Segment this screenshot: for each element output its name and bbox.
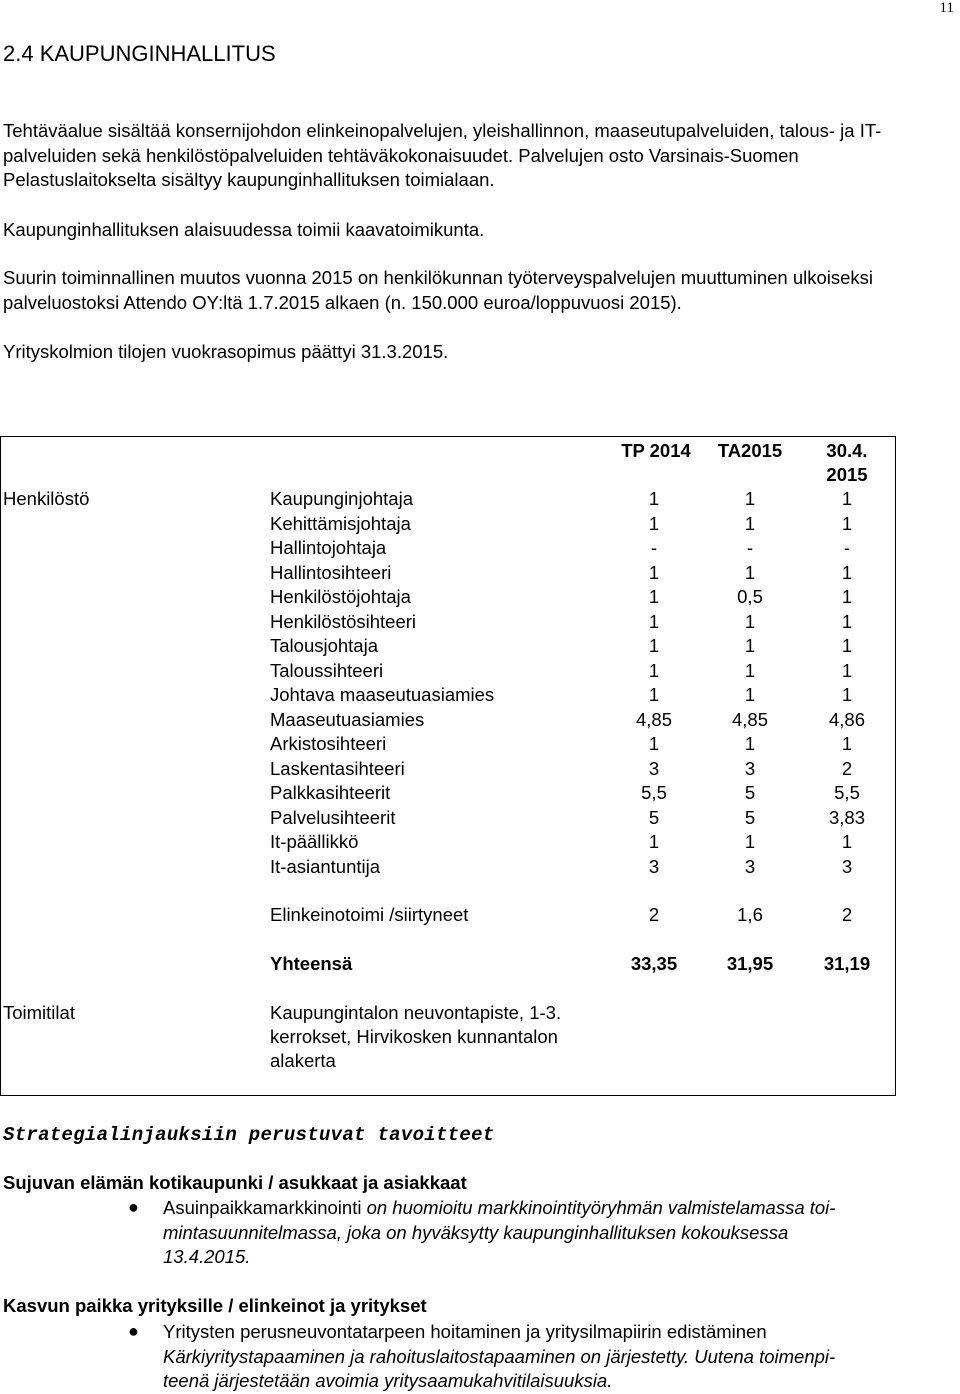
staff-row-current: 1 [841, 610, 853, 632]
henkilosto-label: Henkilöstö [3, 488, 90, 509]
staff-row-current: 1 [841, 684, 853, 705]
section1-bullet-line1: Asuinpaikkamarkkinointi on huomioitu markkinointityöryhmän valmistelamassa toi- [163, 1197, 836, 1218]
staff-row-name: It-päällikkö [270, 831, 359, 852]
section1-bullet-line3: 13.4.2015. [163, 1246, 251, 1267]
staff-row-name: Laskentasihteeri [270, 757, 405, 779]
total-label: Yhteensä [270, 953, 353, 974]
staff-row-tp2014: 5 [648, 806, 660, 828]
staff-row-current: 1 [841, 635, 853, 656]
staff-row-name: Maaseutuasiamies [270, 708, 425, 730]
staff-row-name: Henkilöstöjohtaja [270, 586, 411, 607]
total-tp: 33,35 [630, 953, 678, 974]
staff-row-tp2014: 1 [648, 586, 660, 607]
toimitilat-line-2: kerrokset, Hirvikosken kunnantalon [270, 1026, 558, 1047]
staff-row-name: Palkkasihteerit [270, 782, 391, 803]
staff-row-name: Kaupunginjohtaja [270, 488, 413, 509]
staff-row-tp2014: 5,5 [641, 782, 667, 803]
staff-row-tp2014: 1 [648, 635, 660, 656]
staff-row-current: 3 [841, 855, 853, 877]
staff-row-ta2015: 5 [744, 782, 756, 803]
staff-row-ta2015: 3 [744, 855, 756, 877]
staff-row-current: 5,5 [834, 782, 860, 803]
staff-row-tp2014: 1 [648, 561, 660, 583]
bullet-icon: ● [128, 1321, 139, 1341]
staff-row-ta2015: 0,5 [737, 586, 763, 607]
staff-row-name: Arkistosihteeri [270, 733, 387, 754]
staff-row-ta2015: 1 [744, 561, 756, 583]
staff-row-current: 1 [841, 586, 853, 607]
staff-row-ta2015: 1 [744, 610, 756, 632]
page-number: 11 [939, 0, 954, 16]
section1-title: Sujuvan elämän kotikaupunki / asukkaat ja asiakkaat [3, 1172, 467, 1193]
total-cur: 31,19 [823, 953, 871, 974]
staff-row-name: Palvelusihteerit [270, 806, 396, 828]
staff-row-tp2014: 1 [648, 512, 660, 534]
staff-row-tp2014: 3 [648, 757, 660, 779]
total-ta: 31,95 [726, 953, 774, 974]
staff-row-name: Taloussihteeri [270, 659, 384, 681]
staff-row-tp2014: - [650, 537, 658, 558]
staff-row-name: Hallintosihteeri [270, 561, 392, 583]
col-header-year: 2015 [826, 464, 868, 485]
staff-row-ta2015: 1 [744, 635, 756, 656]
staff-row-name: Kehittämisjohtaja [270, 512, 411, 534]
section1-bullet-line2: mintasuunnitelmassa, joka on hyväksytty kaupunginhallituksen kokouksessa [163, 1222, 789, 1243]
staff-row-current: 3,83 [828, 806, 865, 828]
staff-row-name: It-asiantuntija [270, 855, 381, 877]
staff-row-ta2015: 4,85 [731, 708, 768, 730]
staff-row-ta2015: 5 [744, 806, 756, 828]
paragraph-committee: Kaupunginhallituksen alaisuudessa toimii kaavatoimikunta. [3, 219, 485, 240]
staff-row-ta2015: - [746, 537, 754, 558]
staff-row-ta2015: 1 [744, 512, 756, 534]
elinkeino-cur: 2 [841, 904, 853, 925]
staff-row-tp2014: 4,85 [635, 708, 672, 730]
staff-row-ta2015: 1 [744, 488, 756, 509]
staff-row-tp2014: 1 [648, 488, 660, 509]
col-header-tp2014: TP 2014 [621, 440, 691, 461]
staff-row-name: Henkilöstösihteeri [270, 610, 417, 632]
staff-row-tp2014: 3 [648, 855, 660, 877]
staff-row-current: 4,86 [828, 708, 865, 730]
staff-row-tp2014: 1 [648, 610, 660, 632]
staff-row-ta2015: 1 [744, 659, 756, 681]
staff-row-current: 1 [841, 733, 853, 754]
toimitilat-line-1: Kaupungintalon neuvontapiste, 1-3. [270, 1002, 562, 1023]
staff-row-current: 1 [841, 659, 853, 681]
paragraph-lease: Yrityskolmion tilojen vuokrasopimus päättyi 31.3.2015. [3, 341, 449, 362]
staff-row-tp2014: 1 [648, 684, 660, 705]
staff-row-current: 2 [841, 757, 853, 779]
elinkeino-name: Elinkeinotoimi /siirtyneet [270, 904, 469, 925]
section2-bullet-line2: Kärkiyritystapaaminen ja rahoituslaitostapaaminen on järjestetty. Uutena toimenpi- [163, 1346, 836, 1367]
staff-row-tp2014: 1 [648, 733, 660, 754]
staff-row-ta2015: 1 [744, 733, 756, 754]
staff-row-ta2015: 3 [744, 757, 756, 779]
staff-row-current: 1 [841, 512, 853, 534]
staff-row-name: Hallintojohtaja [270, 537, 387, 558]
staff-row-tp2014: 1 [648, 659, 660, 681]
staff-row-current: 1 [841, 561, 853, 583]
section2-bullet-line3: teenä järjestetään avoimia yritysaamukahvitilaisuuksia. [163, 1370, 613, 1391]
staff-row-tp2014: 1 [648, 831, 660, 852]
staff-row-ta2015: 1 [744, 684, 756, 705]
staff-row-current: 1 [841, 831, 853, 852]
section2-bullet-line1: Yritysten perusneuvontatarpeen hoitaminen ja yritysilmapiirin edistäminen [163, 1321, 767, 1342]
toimitilat-label: Toimitilat [3, 1002, 75, 1023]
elinkeino-ta: 1,6 [737, 904, 763, 925]
section2-title: Kasvun paikka yrityksille / elinkeinot ja yritykset [3, 1295, 427, 1316]
staff-row-name: Talousjohtaja [270, 635, 378, 656]
staff-row-ta2015: 1 [744, 831, 756, 852]
elinkeino-tp: 2 [648, 904, 660, 925]
col-header-ta2015: TA2015 [717, 440, 783, 461]
toimitilat-line-3: alakerta [270, 1050, 336, 1071]
staff-row-name: Johtava maaseutuasiamies [270, 684, 495, 705]
paragraph-change: Suurin toiminnallinen muutos vuonna 2015 on henkilökunnan työterveyspalvelujen muuttuminen ulkoiseksi palveluostoksi Attendo OY:ltä 1.7.2015 alkaen (n. 150.000 euroa/loppuvuosi 2015). [3, 267, 874, 313]
bullet-icon: ● [128, 1197, 139, 1217]
staff-row-current: 1 [841, 488, 853, 509]
col-header-date: 30.4. [826, 440, 868, 461]
staff-row-current: - [843, 537, 851, 558]
section-heading: 2.4 KAUPUNGINHALLITUS [3, 41, 276, 66]
strategy-title: Strategialinjauksiin perustuvat tavoitteet [3, 1124, 495, 1146]
paragraph-scope: Tehtäväalue sisältää konsernijohdon elinkeinopalvelujen, yleishallinnon, maaseutupalveluiden, talous- ja IT-palveluiden sekä henkilöstöpalveluiden tehtäväkokonaisuudet. Palvelujen osto Varsinais-Suomen Pelastuslaitokselta sisältyy kaupunginhallituksen toimialaan. [3, 120, 882, 190]
